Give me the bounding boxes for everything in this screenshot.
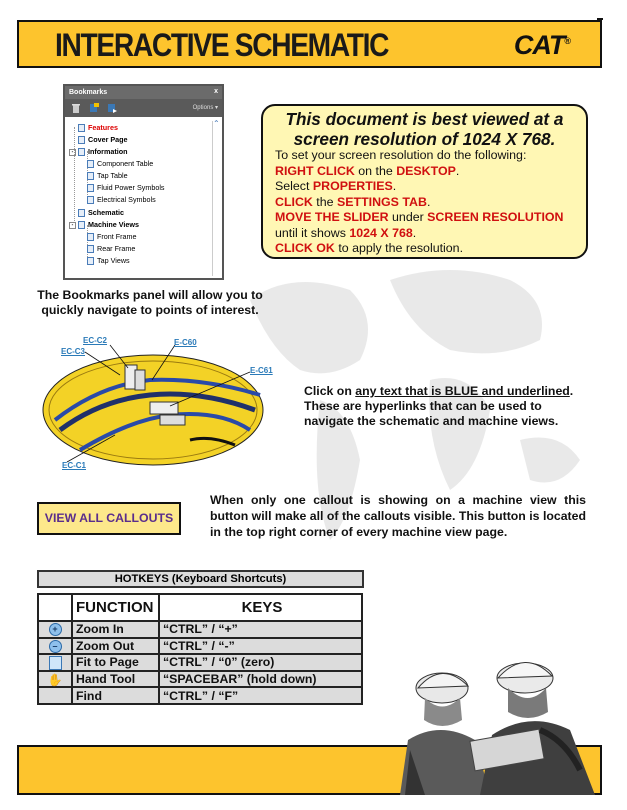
resolution-steps: To set your screen resolution do the following: RIGHT CLICK on the DESKTOP. Select PROPERTIES. CLICK the SETTINGS TAB. MOVE THE SLIDER under SCREEN RESOLUTION until it shows 1024 X 768. CLICK OK to apply the resolution. [275, 148, 564, 255]
collapse-icon[interactable]: - [69, 149, 76, 156]
bookmark-cover-page[interactable]: Cover Page [78, 135, 128, 144]
bookmark-machine-views[interactable]: - Machine Views [69, 220, 139, 229]
new-bookmark-icon[interactable] [89, 103, 99, 113]
hand-icon: ✋ [47, 672, 63, 687]
page-icon [87, 257, 94, 265]
page-icon [78, 209, 85, 217]
table-row: ✋ Hand Tool “SPACEBAR” (hold down) [38, 671, 362, 688]
bookmark-schematic[interactable]: Schematic [78, 208, 124, 217]
bookmark-tap-views[interactable]: Tap Views [87, 256, 130, 265]
header-banner [17, 20, 602, 68]
resolution-heading: This document is best viewed at a screen resolution of 1024 X 768. [285, 109, 564, 149]
view-all-callouts-button[interactable]: VIEW ALL CALLOUTS [37, 502, 181, 535]
callout-ec-c1[interactable]: EC-C1 [62, 461, 87, 470]
page-icon [78, 124, 85, 132]
callout-ec-c3[interactable]: EC-C3 [61, 347, 86, 356]
hotkeys-title: HOTKEYS (Keyboard Shortcuts) [37, 570, 364, 588]
page-icon [87, 172, 94, 180]
page-title: INTERACTIVE SCHEMATIC [55, 27, 389, 63]
table-row: Fit to Page “CTRL” / “0” (zero) [38, 654, 362, 671]
expand-bookmark-icon[interactable] [107, 103, 117, 113]
collapse-icon[interactable]: - [69, 222, 76, 229]
bookmarks-panel-header: Bookmarks x [65, 86, 222, 99]
view-all-description: When only one callout is showing on a machine view this button will make all of the callouts visible. This button is located in the top right corner of every machine view page. [210, 493, 586, 539]
page-icon [87, 160, 94, 168]
bookmark-information[interactable]: - Information [69, 147, 128, 156]
bookmark-fluid-power-symbols[interactable]: Fluid Power Symbols [87, 183, 165, 192]
zoom-out-icon: – [49, 640, 62, 653]
bookmark-front-frame[interactable]: Front Frame [87, 232, 137, 241]
bookmark-rear-frame[interactable]: Rear Frame [87, 244, 135, 253]
table-row: + Zoom In “CTRL” / “+” [38, 621, 362, 638]
page-icon [87, 245, 94, 253]
workers-photo [380, 640, 602, 795]
trash-icon[interactable] [71, 103, 81, 113]
cat-logo: CAT® [513, 30, 570, 60]
page-icon [87, 196, 94, 204]
hyperlink-instructions: Click on any text that is BLUE and underlined. These are hyperlinks that can be used to navigate the schematic and machine views. [304, 384, 574, 428]
function-column-header: FUNCTION [72, 594, 159, 621]
bookmark-tap-table[interactable]: Tap Table [87, 171, 128, 180]
callout-ec-c2[interactable]: EC-C2 [83, 336, 108, 345]
bookmarks-panel [63, 84, 224, 280]
page-icon [78, 136, 85, 144]
zoom-in-icon: + [49, 623, 62, 636]
table-row: Find “CTRL” / “F” [38, 687, 362, 704]
keys-column-header: KEYS [159, 594, 362, 621]
page-icon [78, 148, 85, 156]
bookmark-component-table[interactable]: Component Table [87, 159, 153, 168]
hotkeys-table [37, 593, 363, 705]
corner-mark [597, 18, 603, 20]
page-icon [87, 184, 94, 192]
options-menu[interactable]: Options ▾ [192, 105, 218, 111]
bookmarks-list [65, 119, 222, 278]
hotkeys-header-row [38, 594, 362, 621]
bookmarks-caption: The Bookmarks panel will allow you to quickly navigate to points of interest. [37, 288, 263, 317]
callout-e-c61[interactable]: E-C61 [250, 366, 273, 375]
close-icon[interactable]: x [214, 88, 218, 95]
resolution-note [261, 104, 588, 259]
bookmarks-toolbar [65, 99, 222, 117]
bookmark-features[interactable]: Features [78, 123, 118, 132]
scroll-up-icon[interactable]: ⌃ [213, 119, 220, 128]
bookmarks-scrollbar[interactable] [212, 121, 221, 276]
machine-view-image [40, 340, 280, 470]
page-icon [87, 233, 94, 241]
fit-page-icon [49, 656, 62, 670]
table-row: – Zoom Out “CTRL” / “-” [38, 638, 362, 655]
page-icon [78, 221, 85, 229]
bookmark-electrical-symbols[interactable]: Electrical Symbols [87, 195, 156, 204]
callout-e-c60[interactable]: E-C60 [174, 338, 197, 347]
